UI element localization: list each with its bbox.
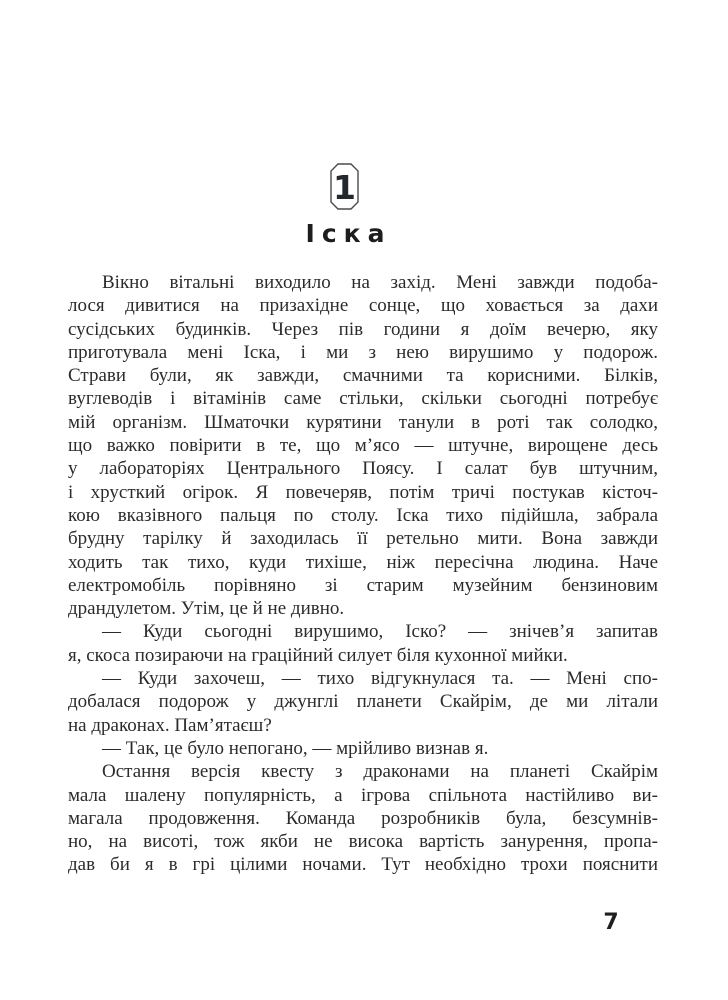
text-line: лося дивитися на призахідне сонце, що ховається за дахи — [68, 295, 658, 317]
text-line: у лабораторіях Центрального Поясу. І салат був штучним, — [68, 458, 658, 480]
text-line: Страви були, як завжди, смачними та корисними. Білків, — [68, 365, 658, 387]
paragraph — [68, 760, 658, 876]
text-line: дав би я в грі цілими ночами. Тут необхідно трохи пояснити — [68, 854, 658, 876]
text-line: я, скоса позираючи на граційний силует біля кухонної мийки. — [68, 644, 568, 666]
text-line: драндулетом. Утім, це й не дивно. — [68, 598, 345, 620]
page-number: 7 — [603, 910, 619, 935]
chapter-number: 1 — [333, 168, 356, 207]
text-line: ходить так тихо, куди тихіше, ніж пересічна людина. Наче — [68, 551, 658, 573]
text-line: добалася подорож у джунглі планети Скайрім, де ми літали — [68, 691, 658, 713]
text-line: електромобіль порівняно зі старим музейним бензиновим — [68, 574, 658, 596]
text-line: сусідських будинків. Через пів години я доїм вечерю, яку — [68, 318, 658, 340]
text-line: мій організм. Шматочки курятини танули в роті так солодко, — [68, 411, 658, 433]
text-line: вуглеводів і вітамінів саме стільки, скільки сьогодні потребує — [68, 388, 658, 410]
paragraph — [68, 667, 658, 737]
text-line: магала продовження. Команда розробників була, безсумнів- — [68, 807, 658, 829]
text-line: — Куди захочеш, — тихо відгукнулася та. — Мені спо- — [102, 668, 658, 690]
body-text — [68, 271, 658, 877]
text-line: мала шалену популярність, а ігрова спільнота настійливо ви- — [68, 784, 658, 806]
chapter-title: Іска — [305, 219, 392, 248]
chapter-number-badge — [330, 163, 359, 210]
text-line: приготувала мені Іска, і ми з нею вирушимо у подорож. — [68, 341, 658, 363]
text-line: Вікно вітальні виходило на захід. Мені завжди подоба- — [102, 272, 658, 293]
text-line: — Куди сьогодні вирушимо, Іско? — знічев’я запитав — [102, 621, 658, 643]
paragraph — [68, 737, 658, 760]
text-line: і хрусткий огірок. Я повечеряв, потім тричі постукав кісточ- — [68, 481, 658, 503]
text-line: но, на висоті, тож якби не висока вартість занурення, пропа- — [68, 831, 658, 853]
text-line: Остання версія квесту з драконами на планеті Скайрім — [102, 761, 658, 783]
paragraph — [68, 271, 658, 620]
paragraph — [68, 620, 658, 667]
text-line: — Так, це було непогано, — мрійливо визнав я. — [102, 737, 489, 759]
text-line: брудну тарілку й заходилась її ретельно мити. Вона завжди — [68, 528, 658, 550]
text-line: кою вказівного пальця по столу. Іска тихо підійшла, забрала — [68, 504, 658, 526]
text-line: що важко повірити в те, що м’ясо — штучне, вирощене десь — [68, 435, 658, 457]
text-line: на драконах. Пам’ятаєш? — [68, 714, 272, 736]
